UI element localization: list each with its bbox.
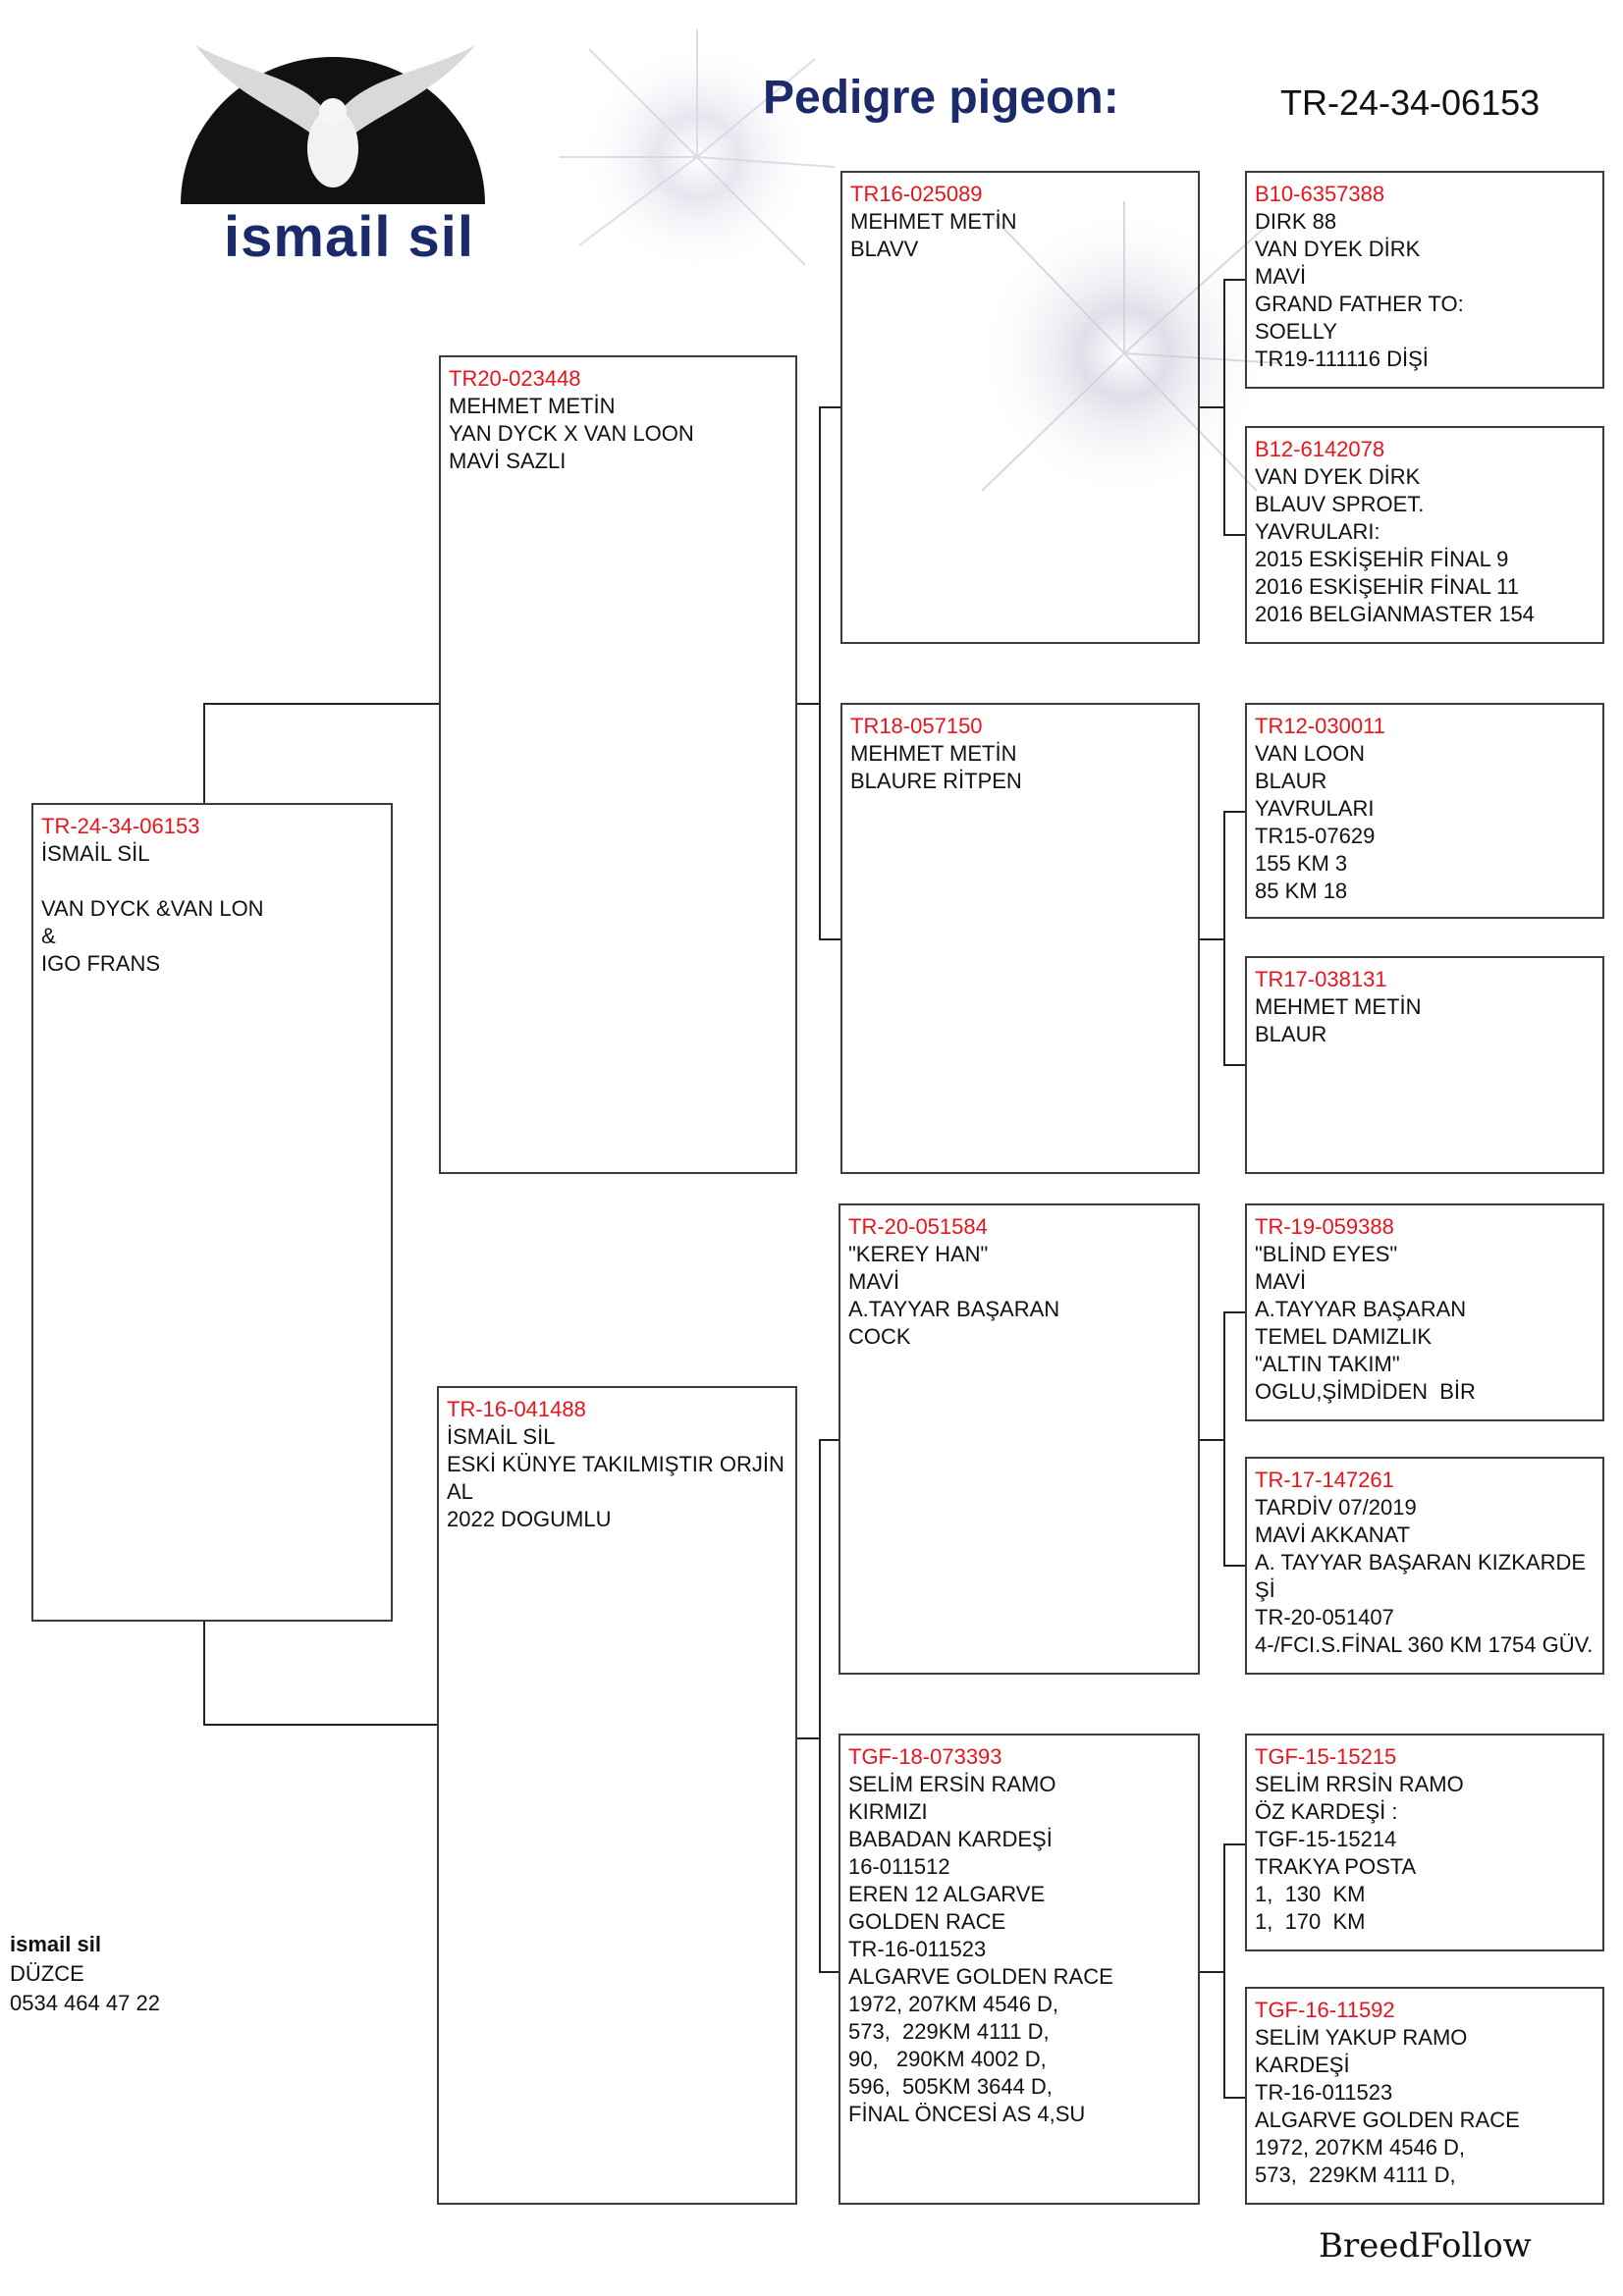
ring-number: TR17-038131 [1255,967,1387,991]
pigeon-info-line: DIRK 88 [1255,209,1337,234]
pigeon-info-line: TR15-07629 [1255,824,1376,848]
pigeon-info-line: TRAKYA POSTA [1255,1854,1417,1879]
pigeon-info-line: GRAND FATHER TO: [1255,292,1464,316]
pigeon-info-line: "KEREY HAN" [848,1242,989,1266]
connector [819,1971,840,1973]
ring-number: TR-16-041488 [447,1397,586,1421]
pigeon-card-sss[interactable] [1245,171,1604,389]
connector [1200,1971,1223,1973]
dove-logo [181,35,485,204]
pigeon-info-line: TR-16-011523 [848,1937,987,1961]
pigeon-card-sire-sire[interactable] [840,171,1200,644]
pigeon-info-line: 1, 170 KM [1255,1909,1366,1934]
pigeon-info-line: SELİM YAKUP RAMO [1255,2025,1468,2050]
pigeon-info-line: 2022 DOGUMLU [447,1507,612,1531]
ring-number: TR12-030011 [1255,714,1385,738]
pigeon-info-line: TR-20-051407 [1255,1605,1394,1629]
pigeon-info-line: YAN DYCK X VAN LOON [449,421,694,446]
pigeon-info-line: 1, 130 KM [1255,1882,1366,1906]
pigeon-info-line: BLAURE RİTPEN [850,769,1022,793]
pigeon-info-line: BLAUR [1255,1022,1327,1046]
pigeon-info-line: VAN DYCK &VAN LON [41,896,264,921]
pigeon-card-subject[interactable] [31,803,393,1622]
pigeon-info-line: "BLİND EYES" [1255,1242,1398,1266]
pigeon-card-sire[interactable] [439,355,797,1174]
pigeon-info-line: 2016 ESKİŞEHİR FİNAL 11 [1255,574,1520,599]
ring-number: TR-17-147261 [1255,1468,1394,1492]
pigeon-info-line: BLAUR [1255,769,1327,793]
pigeon-info-line: SOELLY [1255,319,1337,344]
ring-number: B12-6142078 [1255,437,1385,461]
pigeon-info-line: MEHMET METİN [1255,994,1422,1019]
pigeon-info-line: 1972, 207KM 4546 D, [848,1992,1059,2016]
pigeon-info-line: MEHMET METİN [850,741,1017,766]
pigeon-card-dam[interactable] [437,1386,797,2205]
pigeon-info-line: 90, 290KM 4002 D, [848,2047,1047,2071]
owner-phone: 0534 464 47 22 [10,1991,160,2015]
pigeon-info-line: ESKİ KÜNYE TAKILMIŞTIR ORJİN [447,1452,784,1476]
pigeon-card-dds[interactable] [1245,1734,1604,1951]
owner-contact [10,1930,160,2018]
pigeon-info-line: 573, 229KM 4111 D, [848,2019,1050,2044]
pigeon-card-ssd[interactable] [1245,426,1604,644]
pigeon-info-line: OGLU,ŞİMDİDEN BİR [1255,1379,1476,1404]
pigeon-card-dam-dam[interactable] [839,1734,1200,2205]
pigeon-card-sire-dam[interactable] [840,703,1200,1174]
connector [1200,938,1223,940]
connector [1223,279,1245,281]
connector [819,1439,821,1971]
logo-text: ismail sil [224,205,475,269]
pigeon-info-line: ALGARVE GOLDEN RACE [1255,2108,1520,2132]
pigeon-info-line: ALGARVE GOLDEN RACE [848,1964,1113,1989]
pigeon-info-line: MAVİ AKKANAT [1255,1522,1411,1547]
pigeon-info-line: COCK [848,1324,911,1349]
pigeon-info-line: A.TAYYAR BAŞARAN [1255,1297,1467,1321]
pigeon-info-line: TARDİV 07/2019 [1255,1495,1417,1520]
connector [819,1439,840,1441]
pigeon-info-line: BLAVV [850,237,919,261]
ring-number: TR16-025089 [850,182,983,206]
ring-number: TGF-15-15215 [1255,1744,1397,1769]
owner-city: DÜZCE [10,1961,84,1986]
ring-number: TR-24-34-06153 [41,814,200,838]
pigeon-info-line: VAN DYEK DİRK [1255,237,1421,261]
connector [797,703,819,705]
pigeon-info-line: 2015 ESKİŞEHİR FİNAL 9 [1255,547,1509,571]
pigeon-info-line: YAVRULARI [1255,796,1375,821]
pigeon-info-line: KARDEŞİ [1255,2053,1350,2077]
pigeon-info-line: 573, 229KM 4111 D, [1255,2163,1456,2187]
connector [203,703,439,705]
light-burst-decoration [550,20,844,294]
ring-number: TR20-023448 [449,366,581,391]
pigeon-card-dsd[interactable] [1245,1457,1604,1675]
pigeon-info-line: VAN LOON [1255,741,1366,766]
pigeon-info-line: Şİ [1255,1577,1275,1602]
pigeon-info-line: MAVİ [848,1269,900,1294]
pigeon-info-line: AL [447,1479,473,1504]
ring-number: B10-6357388 [1255,182,1385,206]
pigeon-info-line: A. TAYYAR BAŞARAN KIZKARDE [1255,1550,1587,1575]
ring-number: TR-20-051584 [848,1214,988,1239]
ring-number: TGF-16-11592 [1255,1998,1395,2022]
pigeon-info-line: 85 KM 18 [1255,879,1348,903]
pigeon-info-line: KIRMIZI [848,1799,928,1824]
pigeon-card-sdd[interactable] [1245,956,1604,1174]
pigeon-info-line: EREN 12 ALGARVE [848,1882,1046,1906]
page-title: Pedigre pigeon: [763,72,1119,124]
pigeon-info-line: GOLDEN RACE [848,1909,1006,1934]
pigeon-info-line: 2016 BELGİANMASTER 154 [1255,602,1535,626]
pigeon-info-line: 4-/FCI.S.FİNAL 360 KM 1754 GÜV. [1255,1632,1594,1657]
connector [819,938,840,940]
pigeon-info-line: VAN DYEK DİRK [1255,464,1421,489]
pigeon-info-line: SELİM RRSİN RAMO [1255,1772,1464,1796]
pigeon-info-line: A.TAYYAR BAŞARAN [848,1297,1060,1321]
pigeon-info-line: 596, 505KM 3644 D, [848,2074,1053,2099]
pigeon-card-sds[interactable] [1245,703,1604,919]
owner-name: ismail sil [10,1932,101,1956]
pigeon-info-line: İSMAİL SİL [41,841,150,866]
connector [1223,811,1225,1064]
connector [1223,1311,1225,1565]
pigeon-info-line: ÖZ KARDEŞİ : [1255,1799,1398,1824]
pigeon-info-line: TGF-15-15214 [1255,1827,1397,1851]
connector [1200,406,1223,408]
pigeon-info-line: & [41,924,56,948]
ring-number: TR18-057150 [850,714,983,738]
pigeon-info-line: MEHMET METİN [850,209,1017,234]
connector [797,1737,819,1739]
connector [1223,1843,1225,2097]
ring-number: TR-19-059388 [1255,1214,1394,1239]
connector [1223,811,1245,813]
connector [203,1724,439,1726]
pigeon-info-line: MEHMET METİN [449,394,616,418]
pigeon-card-dam-sire[interactable] [839,1203,1200,1675]
connector [1200,1439,1223,1441]
pigeon-info-line: MAVİ SAZLI [449,449,567,473]
pigeon-info-line: 1972, 207KM 4546 D, [1255,2135,1466,2160]
connector [1223,1311,1245,1313]
connector [1223,2097,1245,2099]
pigeon-info-line: BABADAN KARDEŞİ [848,1827,1053,1851]
pigeon-info-line: "ALTIN TAKIM" [1255,1352,1400,1376]
connector [1223,1064,1245,1066]
connector [1223,534,1245,536]
pigeon-info-line: TEMEL DAMIZLIK [1255,1324,1433,1349]
pigeon-info-line: FİNAL ÖNCESİ AS 4,SU [848,2102,1086,2126]
connector [819,406,840,408]
pigeon-info-line [41,868,383,895]
pigeon-info-line: BLAUV SPROET. [1255,492,1425,516]
connector [819,406,821,938]
pigeon-info-line: 155 KM 3 [1255,851,1348,876]
connector [203,703,205,803]
connector [203,1622,205,1724]
pigeon-info-line: 16-011512 [848,1854,950,1879]
brand-watermark: BreedFollow [1319,2226,1532,2266]
pigeon-info-line: İSMAİL SİL [447,1424,556,1449]
pigeon-info-line: MAVİ [1255,1269,1307,1294]
pigeon-info-line: TR-16-011523 [1255,2080,1393,2105]
pigeon-info-line: MAVİ [1255,264,1307,289]
pigeon-info-line: IGO FRANS [41,951,161,976]
connector [1223,1843,1245,1845]
pigeon-card-ddd[interactable] [1245,1987,1604,2205]
ring-number: TGF-18-073393 [848,1744,1002,1769]
pigeon-card-dss[interactable] [1245,1203,1604,1421]
subject-ring-number: TR-24-34-06153 [1280,82,1541,123]
pigeon-info-line: YAVRULARI: [1255,519,1380,544]
connector [1223,1565,1245,1567]
connector [1223,279,1225,534]
pigeon-info-line: SELİM ERSİN RAMO [848,1772,1056,1796]
pigeon-info-line: TR19-111116 DİŞİ [1255,347,1429,371]
